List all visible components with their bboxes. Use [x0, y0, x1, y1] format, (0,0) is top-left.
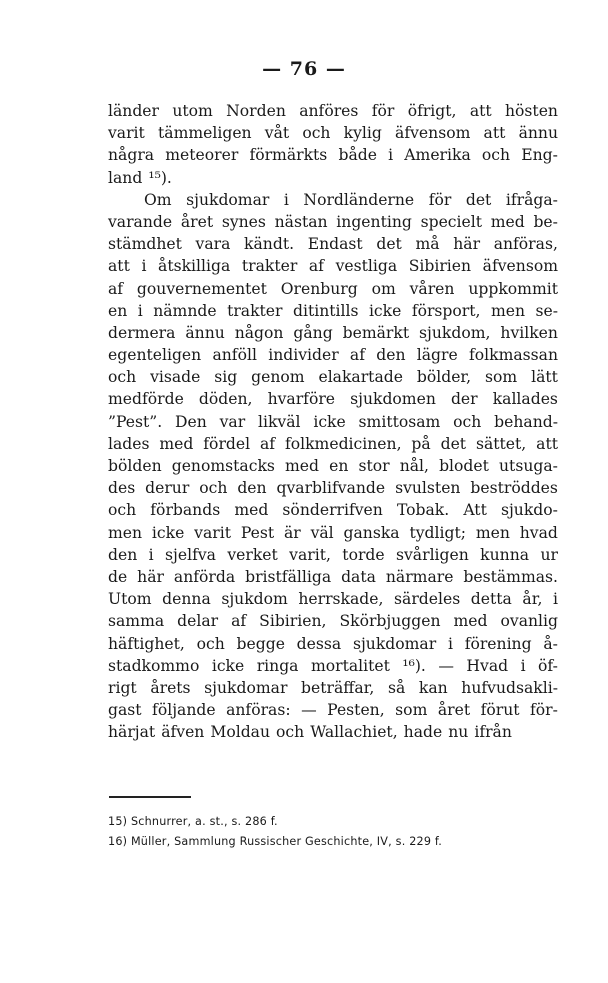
- word: Tobak.: [396, 501, 450, 520]
- word: döden,: [198, 390, 253, 409]
- word: årets: [150, 678, 191, 697]
- word: ur: [540, 545, 558, 564]
- word: detta: [470, 590, 512, 609]
- word: smittosam: [358, 412, 441, 431]
- text-line: [108, 388, 558, 410]
- word: en: [108, 301, 128, 320]
- word: Utom: [108, 590, 152, 609]
- word: kändt.: [244, 235, 295, 254]
- word: Endast: [307, 235, 363, 254]
- word: tydligt;: [409, 523, 466, 542]
- word: land: [108, 168, 143, 187]
- footnote: 15) Schnurrer, a. st., s. 286 f.: [108, 815, 278, 828]
- text-line: [108, 677, 558, 699]
- text-line: [108, 721, 558, 743]
- word: Nordländerne: [303, 190, 415, 209]
- word: året: [180, 212, 214, 231]
- word: sjukdomar: [352, 634, 437, 653]
- word: varit: [108, 124, 145, 143]
- word: en: [329, 457, 349, 475]
- word: å-: [543, 634, 558, 653]
- word: och: [302, 124, 331, 143]
- word: se-: [535, 301, 558, 320]
- word: i: [137, 301, 143, 320]
- word: utsuga-: [499, 457, 558, 475]
- word: Om: [144, 190, 172, 209]
- text-line: [108, 477, 558, 499]
- word: folkmassan: [468, 346, 558, 365]
- word: den: [108, 545, 138, 564]
- word: förbands: [150, 501, 221, 520]
- word: särdeles: [394, 590, 461, 609]
- word: genom: [251, 368, 305, 387]
- text-line: [108, 522, 558, 544]
- word: men: [108, 523, 143, 542]
- word: folkmedicinen,: [284, 434, 402, 453]
- word: bristfälliga: [245, 567, 332, 586]
- word: ”Pest”.: [108, 412, 163, 431]
- word: bestämmas.: [463, 567, 558, 586]
- word: och: [108, 501, 137, 520]
- text-line: [108, 122, 558, 144]
- text-line: [108, 189, 558, 211]
- word: och: [453, 412, 482, 431]
- word: Moldau: [210, 723, 271, 742]
- word: be-: [533, 212, 558, 231]
- word: med: [490, 212, 525, 231]
- word: både: [338, 146, 377, 165]
- word: så: [387, 678, 406, 697]
- word: Pesten,: [327, 701, 385, 720]
- word: ifrån: [474, 723, 512, 742]
- word: hvilken: [500, 323, 558, 342]
- text-line: [108, 100, 558, 122]
- word: med: [234, 501, 269, 520]
- word: för: [371, 102, 395, 120]
- word: följande: [152, 701, 216, 720]
- word: med: [453, 612, 488, 631]
- word: nu: [448, 723, 469, 742]
- text-line: [108, 322, 558, 344]
- word: egenteligen: [108, 346, 202, 365]
- word: här: [137, 567, 164, 586]
- word: förut: [480, 701, 520, 720]
- word: lätt: [531, 368, 558, 387]
- word: samma: [108, 612, 165, 631]
- word: herrskade,: [298, 590, 384, 609]
- word: någon: [234, 323, 284, 342]
- word: kunna: [480, 545, 530, 564]
- word: bemärkt: [342, 323, 410, 342]
- word: anföras,: [493, 235, 558, 254]
- word: i: [148, 545, 154, 564]
- word: Skörbjuggen: [339, 612, 441, 631]
- word: det: [465, 190, 492, 209]
- text-line: [108, 233, 558, 255]
- word: data: [341, 567, 376, 586]
- text-line: [108, 699, 558, 721]
- word: specielt: [420, 212, 483, 231]
- word: ringa: [256, 656, 299, 675]
- word: ¹⁵).: [148, 168, 172, 187]
- word: fördel: [203, 434, 251, 453]
- footnote-divider: [109, 796, 191, 798]
- word: derur: [145, 479, 190, 498]
- word: var: [219, 412, 246, 431]
- word: Sibirien: [408, 257, 472, 276]
- word: Att: [463, 501, 487, 520]
- word: kallades: [492, 390, 558, 409]
- word: åtskilliga: [158, 257, 231, 276]
- word: Wallachiet,: [310, 723, 398, 742]
- word: verket: [227, 545, 278, 564]
- word: några: [108, 146, 155, 165]
- word: mortalitet: [310, 656, 390, 675]
- text-line: [108, 300, 558, 322]
- word: här: [453, 235, 481, 254]
- word: förening: [464, 634, 532, 653]
- text-line: [108, 566, 558, 588]
- word: ¹⁶).: [402, 656, 426, 675]
- word: försport,: [411, 301, 481, 320]
- footnote: 16) Müller, Sammlung Russischer Geschichte, IV, s. 229 f.: [108, 835, 442, 848]
- word: sjukdomen: [350, 390, 436, 409]
- word: svulsten: [395, 479, 461, 498]
- word: bölder,: [416, 368, 472, 387]
- word: häftighet,: [108, 634, 185, 653]
- word: anföll: [212, 346, 257, 365]
- word: hade: [403, 723, 443, 742]
- word: äfvensom: [482, 257, 558, 276]
- word: beströddes: [470, 479, 558, 498]
- word: af: [349, 346, 365, 365]
- text-line: [108, 167, 558, 189]
- word: hösten: [505, 102, 558, 120]
- word: der: [450, 390, 478, 409]
- word: i: [552, 590, 558, 609]
- word: denna: [162, 590, 211, 609]
- word: af: [308, 257, 324, 276]
- word: som: [485, 368, 518, 387]
- word: lägre: [416, 346, 458, 365]
- word: att: [536, 434, 558, 453]
- word: Norden: [226, 102, 286, 120]
- word: visade: [150, 368, 201, 387]
- word: anföras:: [226, 701, 291, 720]
- page-number: — 76 —: [262, 58, 346, 80]
- word: genomstacks: [171, 457, 275, 475]
- word: meteorer: [165, 146, 239, 165]
- word: sjukdomar: [186, 190, 270, 209]
- word: med: [159, 434, 194, 453]
- word: ditintills: [292, 301, 359, 320]
- text-line: [108, 655, 558, 677]
- word: ganska: [343, 523, 400, 542]
- text-line: [108, 344, 558, 366]
- word: nål,: [399, 457, 429, 475]
- word: länder: [108, 102, 159, 120]
- word: Den: [175, 412, 207, 431]
- word: torde: [342, 545, 385, 564]
- word: individer: [268, 346, 339, 365]
- word: i: [447, 634, 453, 653]
- word: öfrigt,: [407, 102, 457, 120]
- word: det: [440, 434, 467, 453]
- word: icke: [368, 301, 402, 320]
- word: sönderrifven: [282, 501, 383, 520]
- word: medförde: [108, 390, 184, 409]
- word: att: [108, 257, 130, 276]
- word: blodet: [439, 457, 489, 475]
- word: våren: [409, 279, 455, 298]
- word: ännu: [185, 323, 225, 342]
- text-line: [108, 633, 558, 655]
- word: sjukdomar: [204, 678, 288, 697]
- word: Hvad: [466, 656, 509, 675]
- text-line: [108, 433, 558, 455]
- word: i: [141, 257, 147, 276]
- word: kylig: [343, 124, 382, 143]
- word: är: [283, 523, 301, 542]
- word: för-: [530, 701, 558, 720]
- word: vara: [195, 235, 231, 254]
- word: gång: [293, 323, 333, 342]
- word: af: [231, 612, 247, 631]
- word: må: [415, 235, 440, 254]
- word: att: [483, 124, 506, 143]
- word: Eng-: [521, 146, 558, 165]
- text-line: [108, 211, 558, 233]
- word: men: [490, 301, 526, 320]
- word: varande: [108, 212, 173, 231]
- word: sig: [214, 368, 238, 387]
- word: trakter: [241, 257, 298, 276]
- word: år,: [522, 590, 543, 609]
- text-line: [108, 366, 558, 388]
- word: delar: [177, 612, 219, 631]
- word: väl: [310, 523, 334, 542]
- word: likväl: [257, 412, 301, 431]
- word: anföres: [299, 102, 359, 120]
- word: nämnde: [153, 301, 217, 320]
- word: på: [411, 434, 431, 453]
- word: sättet,: [475, 434, 527, 453]
- word: att: [469, 102, 492, 120]
- word: bölden: [108, 457, 162, 475]
- word: svårligen: [396, 545, 469, 564]
- word: äfvensom: [395, 124, 471, 143]
- word: sjukdom: [221, 590, 288, 609]
- word: om: [371, 279, 396, 298]
- word: tämmeligen: [158, 124, 252, 143]
- word: förmärkts: [249, 146, 328, 165]
- word: elakartade: [318, 368, 403, 387]
- word: stor: [358, 457, 390, 475]
- word: beträffar,: [301, 678, 375, 697]
- word: qvarblifvande: [276, 479, 386, 498]
- text-line: [108, 144, 558, 166]
- word: sjukdo-: [500, 501, 558, 520]
- text-line: [108, 544, 558, 566]
- word: och: [276, 723, 305, 742]
- text-line: [108, 499, 558, 521]
- word: hufvudsakli-: [461, 678, 558, 697]
- text-line: [108, 278, 558, 300]
- word: vestliga: [335, 257, 398, 276]
- word: och: [481, 146, 511, 165]
- text-line: [108, 588, 558, 610]
- word: för: [428, 190, 452, 209]
- word: det: [376, 235, 402, 254]
- word: varit: [194, 523, 231, 542]
- word: Sibirien,: [259, 612, 327, 631]
- word: —: [438, 656, 454, 675]
- word: dessa: [296, 634, 342, 653]
- footnotes: [108, 812, 558, 852]
- word: stadkommo: [108, 656, 200, 675]
- text-line: [108, 411, 558, 433]
- word: Orenburg: [280, 279, 358, 298]
- word: anförda: [173, 567, 236, 586]
- word: och: [196, 634, 225, 653]
- word: synes: [221, 212, 266, 231]
- word: varit,: [289, 545, 331, 564]
- word: året: [437, 701, 471, 720]
- word: icke: [313, 412, 346, 431]
- word: uppkommit: [468, 279, 558, 298]
- word: lades: [108, 434, 150, 453]
- word: hvad: [519, 523, 558, 542]
- word: öf-: [538, 656, 558, 675]
- word: de: [108, 567, 128, 586]
- word: Amerika: [404, 146, 471, 165]
- word: ovanlig: [500, 612, 558, 631]
- text-line: [108, 455, 558, 477]
- word: behand-: [494, 412, 558, 431]
- word: sjelfva: [165, 545, 216, 564]
- word: och: [199, 479, 228, 498]
- word: ingenting: [336, 212, 412, 231]
- word: kan: [418, 678, 448, 697]
- word: utom: [172, 102, 213, 120]
- word: äfven: [161, 723, 205, 742]
- word: begge: [236, 634, 285, 653]
- word: sjukdom,: [419, 323, 491, 342]
- word: nästan: [274, 212, 328, 231]
- word: hvarföre: [267, 390, 336, 409]
- word: icke: [151, 523, 185, 542]
- word: ännu: [518, 124, 558, 143]
- word: af: [259, 434, 276, 453]
- word: trakter: [227, 301, 283, 320]
- body-text: [108, 100, 558, 743]
- word: härjat: [108, 723, 156, 742]
- word: med: [285, 457, 319, 475]
- word: den: [237, 479, 267, 498]
- word: i: [520, 656, 526, 675]
- word: dermera: [108, 323, 176, 342]
- word: som: [395, 701, 428, 720]
- text-line: [108, 255, 558, 277]
- word: i: [283, 190, 289, 209]
- word: närmare: [385, 567, 454, 586]
- word: rigt: [108, 678, 137, 697]
- word: af: [108, 279, 124, 298]
- word: men: [475, 523, 510, 542]
- word: gast: [108, 701, 142, 720]
- word: stämdhet: [108, 235, 182, 254]
- word: och: [108, 368, 137, 387]
- word: des: [108, 479, 136, 498]
- word: —: [301, 701, 317, 720]
- word: våt: [264, 124, 290, 143]
- word: icke: [211, 656, 245, 675]
- word: Pest: [240, 523, 275, 542]
- text-line: [108, 610, 558, 632]
- word: den: [376, 346, 406, 365]
- word: i: [388, 146, 394, 165]
- word: ifråga-: [505, 190, 558, 209]
- word: gouvernementet: [136, 279, 267, 298]
